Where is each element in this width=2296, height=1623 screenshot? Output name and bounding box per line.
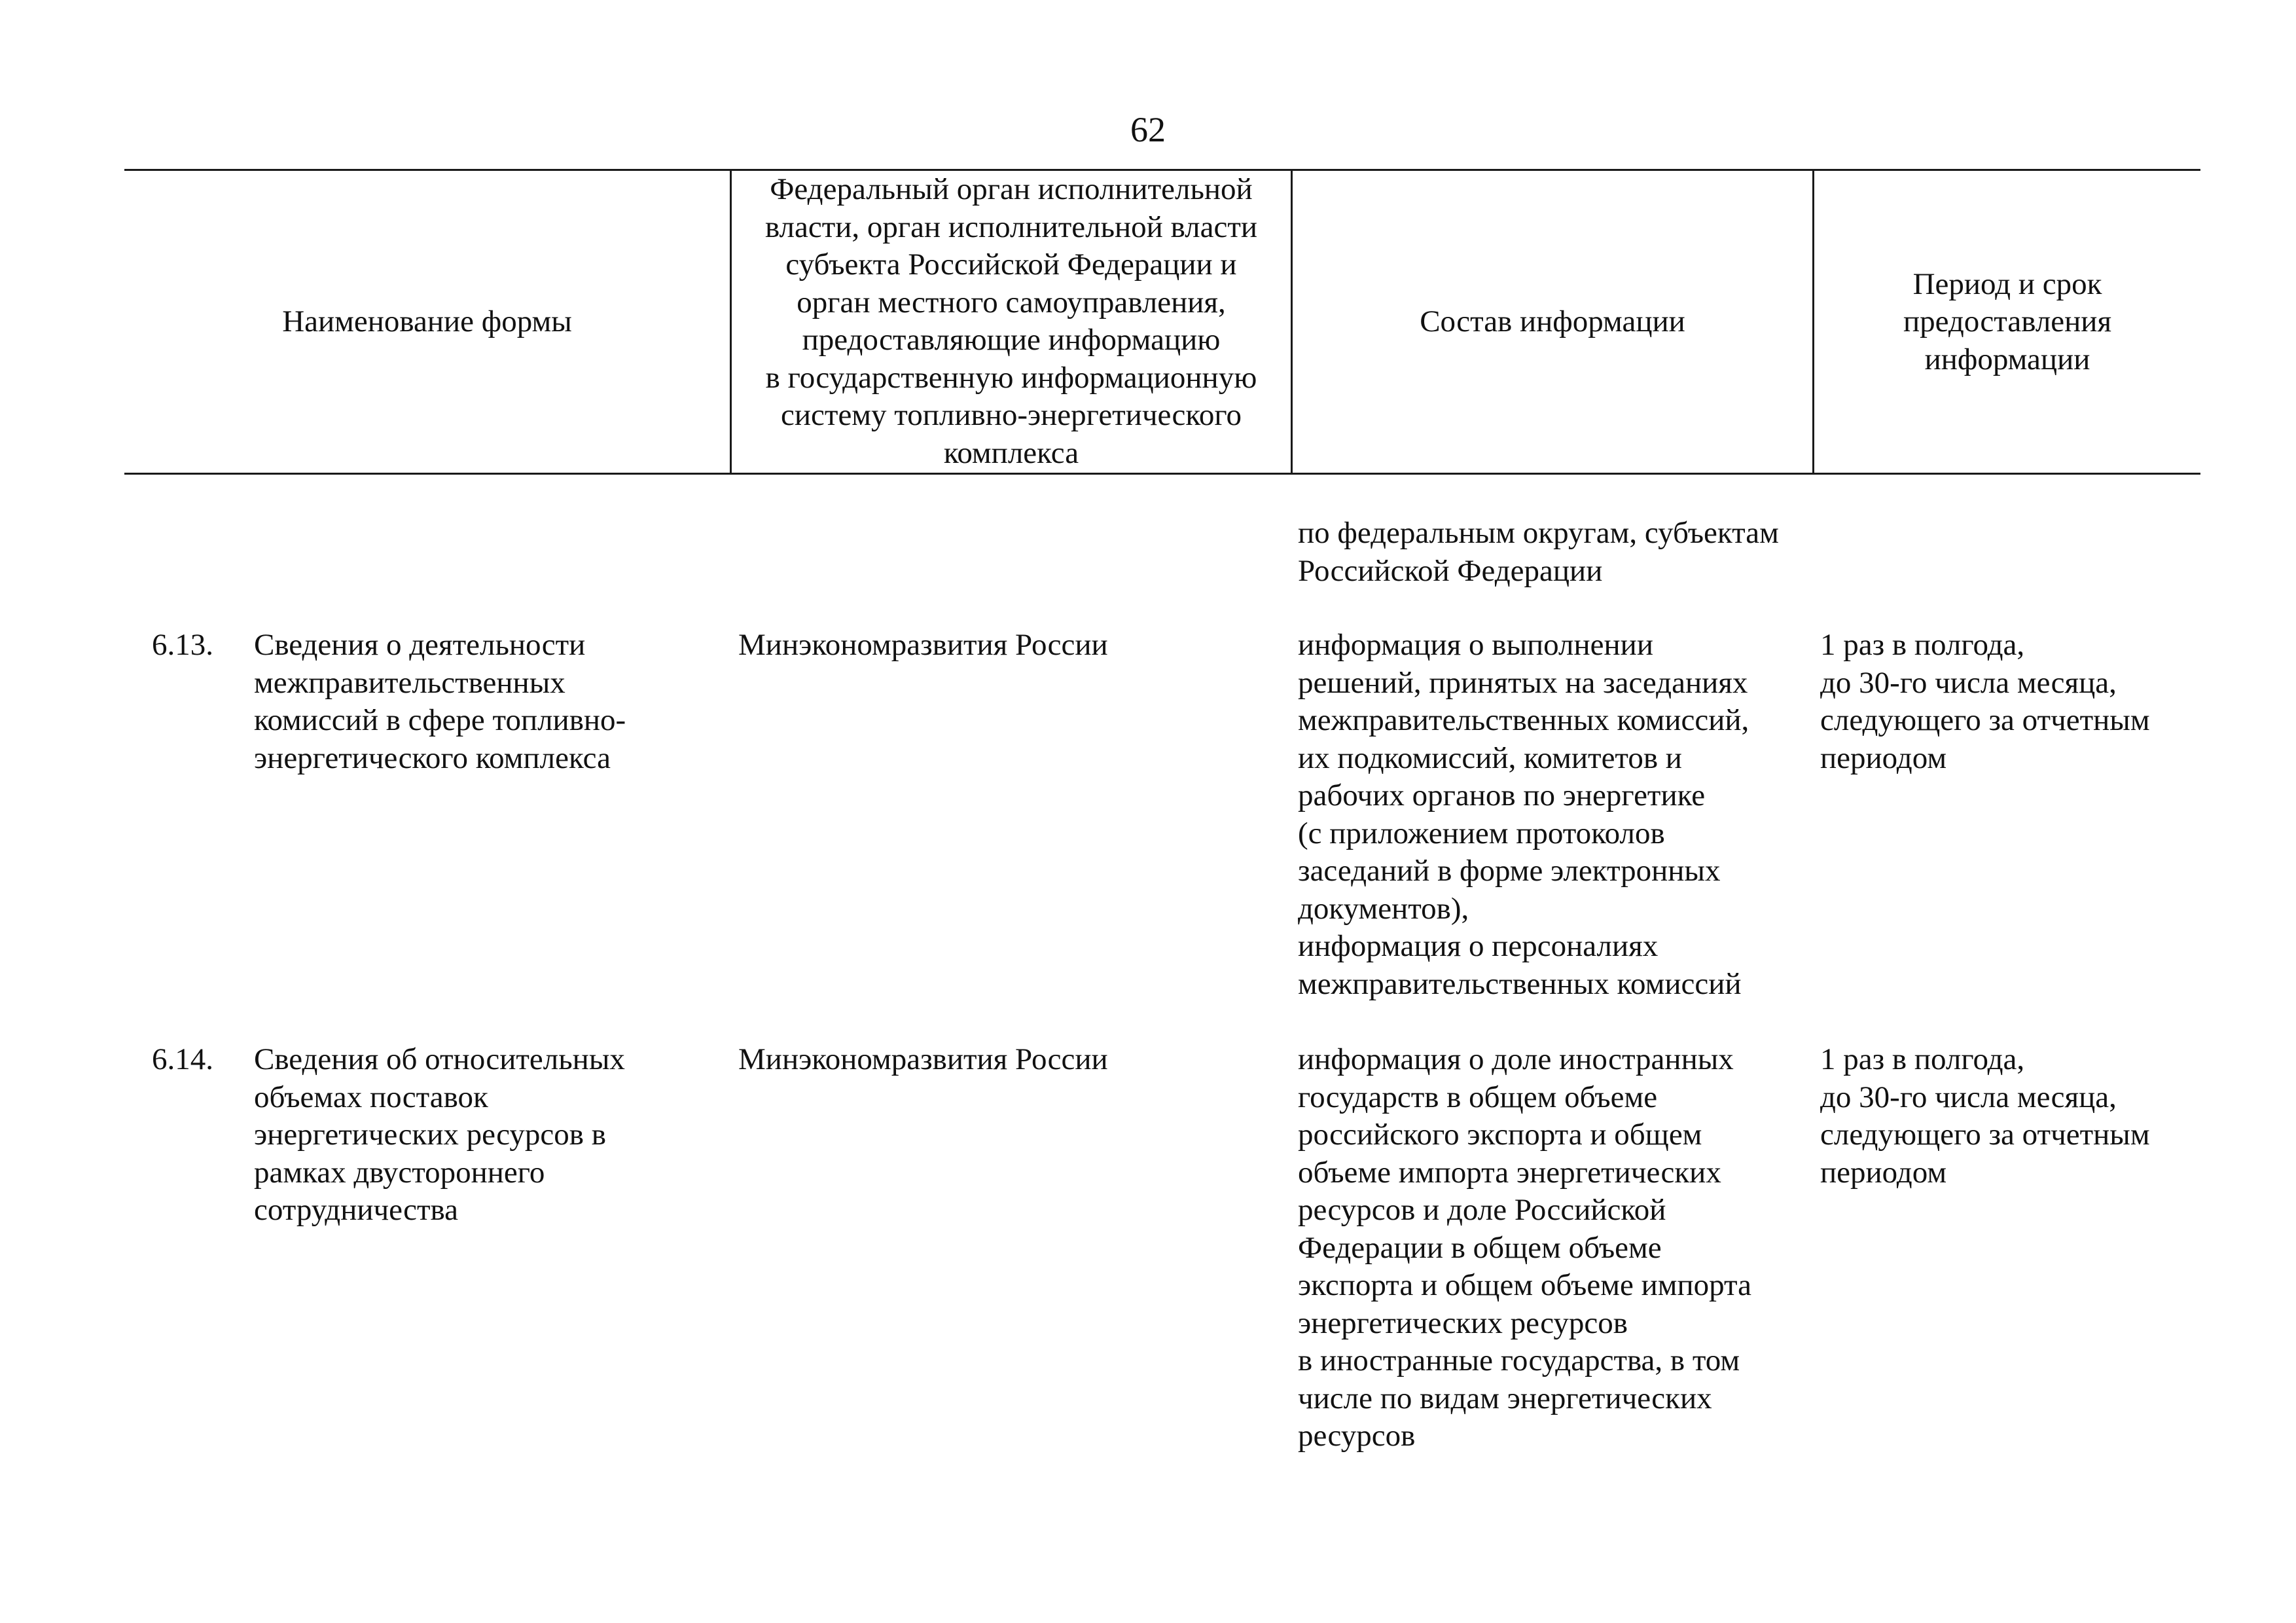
header-authority-text: Федеральный орган исполнительной власти, орган исполнительной власти субъекта Российской Федерации и орган местного самоуправления, предоставляющие информацию в государственную информационную систему топливно-энергетического комплекса xyxy=(764,172,1258,470)
header-authority xyxy=(732,170,1291,473)
period: 1 раз в полгода, до 30-го числа месяца, следующего за отчетным периодом xyxy=(1820,1042,2150,1190)
header-form-name xyxy=(124,172,730,473)
authority: Минэкономразвития России xyxy=(738,628,1108,662)
period: 1 раз в полгода, до 30-го числа месяца, следующего за отчетным периодом xyxy=(1820,628,2150,775)
continuation-info: по федеральным округам, субъектам Российской Федерации xyxy=(1298,516,1779,588)
header-info-composition xyxy=(1293,172,1812,473)
header-period-text: Период и срок предоставления информации xyxy=(1903,266,2112,376)
form-name: Сведения об относительных объемах поставок энергетических ресурсов в рамках двустороннего сотрудничества xyxy=(254,1042,625,1227)
row-number: 6.13. xyxy=(152,628,213,662)
form-name: Сведения о деятельности межправительственных комиссий в сфере топливно- энергетического комплекса xyxy=(254,628,626,775)
header-info-composition-text: Состав информации xyxy=(1420,304,1685,339)
table-header-bottom-rule xyxy=(124,473,2200,475)
page-number: 62 xyxy=(1130,110,1166,149)
authority: Минэкономразвития России xyxy=(738,1042,1108,1076)
info-composition: информация о выполнении решений, принятых на заседаниях межправительственных комиссий, их подкомиссий, комитетов и рабочих органов по энергетике (с приложением протоколов заседаний в форме электронных документов), информация о персоналиях межправительственных комиссий xyxy=(1298,628,1749,1001)
row-number: 6.14. xyxy=(152,1042,213,1076)
header-period xyxy=(1814,172,2200,473)
info-composition: информация о доле иностранных государств в общем объеме российского экспорта и общем объеме импорта энергетических ресурсов и доле Российской Федерации в общем объеме экспорта и общем объеме импорта энергетических ресурсов в иностранные государства, в том числе по видам энергетических ресурсов xyxy=(1298,1042,1751,1453)
header-form-name-text: Наименование формы xyxy=(282,304,572,339)
